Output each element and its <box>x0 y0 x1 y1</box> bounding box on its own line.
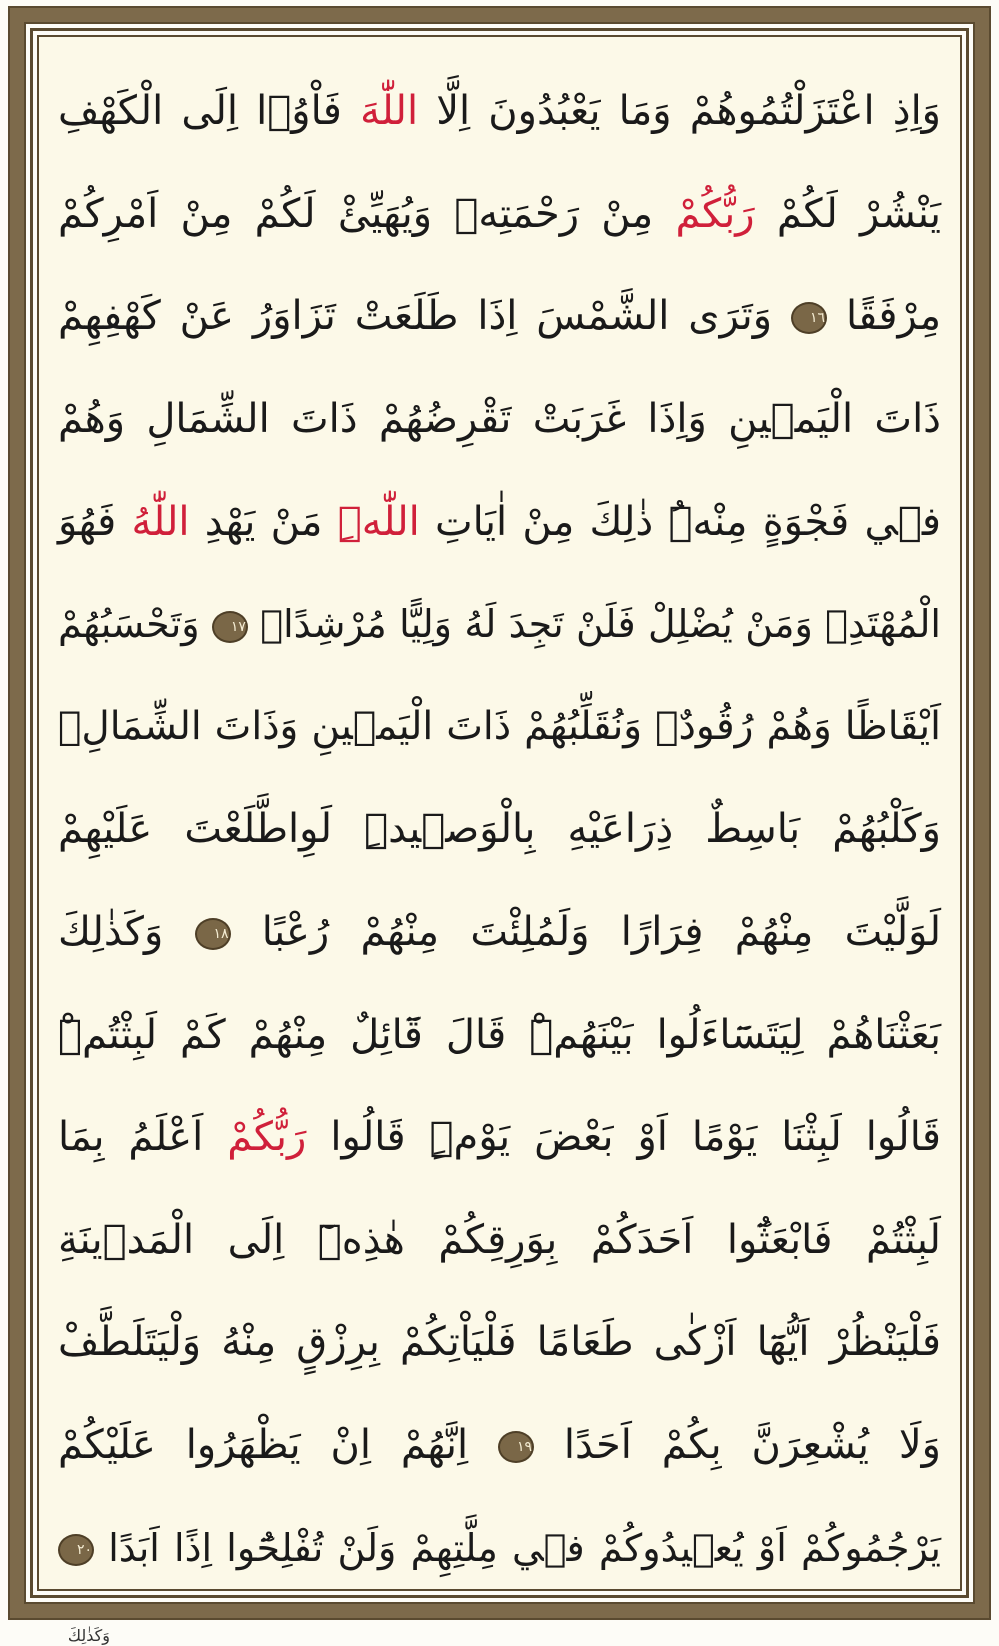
verse-line <box>58 265 941 368</box>
verse-text-segment: اَعْلَمُ بِمَا <box>58 1114 228 1161</box>
verse-line-text <box>58 1319 941 1365</box>
divine-name: اللّٰهِۜ <box>337 498 420 545</box>
ayah-number-marker: ١٨ <box>195 918 231 950</box>
verse-line-text <box>58 191 941 237</box>
verse-line-text <box>58 1114 941 1160</box>
verse-line <box>58 1189 941 1292</box>
verse-line-text <box>58 1217 941 1263</box>
verse-text-segment: وَتَرَى الشَّمْسَ اِذَا طَلَعَتْ تَزَاوَرُ عَنْ كَهْفِهِمْ <box>58 293 792 340</box>
verse-line-text <box>58 806 941 852</box>
verse-lines <box>58 60 941 1599</box>
verse-text-segment: الْمُهْتَدِۚ وَمَنْ يُضْلِلْ فَلَنْ تَجِدَ لَهُ وَلِيًّا مُرْشِدًا۟ <box>247 602 941 647</box>
verse-text-segment: فَاْوُۤا اِلَى الْكَهْفِ <box>58 88 361 135</box>
verse-text-segment: لَبِثْتُمْ فَابْعَثُٓوا اَحَدَكُمْ بِوَرِقِكُمْ هٰذِه۪ٓ اِلَى الْمَد۪ينَةِ <box>58 1216 941 1263</box>
verse-line <box>58 1086 941 1189</box>
ayah-number-marker: ١٦ <box>791 302 827 334</box>
verse-text-segment: وَكَذٰلِكَ <box>58 909 195 956</box>
verse-text-segment: يَنْشُرْ لَكُمْ <box>754 190 941 237</box>
verse-line <box>58 983 941 1086</box>
verse-line-text <box>58 602 941 646</box>
verse-text-segment: وَاِذِ اعْتَزَلْتُمُوهُمْ وَمَا يَعْبُدُونَ اِلَّا <box>418 88 941 135</box>
divine-name: رَبُّكُمْ <box>227 1114 307 1161</box>
verse-text-segment: فَلْيَنْظُرْ اَيُّهَٓا اَزْكٰى طَعَامًا فَلْيَاْتِكُمْ بِرِزْقٍ مِنْهُ وَلْيَتَلَطَّفْ <box>58 1319 941 1366</box>
verse-text-segment: قَالُوا لَبِثْنَا يَوْمًا اَوْ بَعْضَ يَوْمٍۜ قَالُوا <box>306 1114 942 1161</box>
catchword: وَكَذٰلِكَ <box>67 1626 110 1645</box>
verse-text-segment: يَرْجُمُوكُمْ اَوْ يُع۪يدُوكُمْ ف۪ي مِلَّتِهِمْ وَلَنْ تُفْلِحُٓوا اِذًا اَبَدًا <box>94 1525 941 1570</box>
verse-line <box>58 470 941 573</box>
verse-line <box>58 778 941 881</box>
verse-text-segment: ذَاتَ الْيَم۪ينِ وَاِذَا غَرَبَتْ تَقْرِضُهُمْ ذَاتَ الشِّمَالِ وَهُمْ <box>58 396 941 443</box>
verse-text-segment: بَعَثْنَاهُمْ لِيَتَسَٓاءَلُوا بَيْنَهُمْۜ قَالَ قَٓائِلٌ مِنْهُمْ كَمْ لَبِثْتُمْۜ <box>58 1011 941 1058</box>
verse-text-segment: وَلَا يُشْعِرَنَّ بِكُمْ اَحَدًا <box>534 1422 941 1469</box>
verse-line-text <box>58 1526 941 1570</box>
verse-line <box>58 1291 941 1394</box>
verse-line <box>58 1496 941 1599</box>
verse-text-segment: مِرْفَقًا <box>827 293 941 340</box>
verse-line <box>58 163 941 266</box>
verse-line-text <box>58 909 941 955</box>
verse-text-segment: وَتَحْسَبُهُمْ <box>58 602 212 647</box>
verse-line <box>58 881 941 984</box>
verse-line-text <box>58 396 941 442</box>
verse-line <box>58 573 941 676</box>
verse-line <box>58 1394 941 1497</box>
verse-line-text <box>58 704 941 749</box>
verse-text-segment: ف۪ي فَجْوَةٍ مِنْهُۜ ذٰلِكَ مِنْ اٰيَاتِ <box>419 498 942 545</box>
ayah-number-marker: ٢٠ <box>58 1534 94 1566</box>
verse-text-segment: مِنْ رَحْمَتِه۪ وَيُهَيِّئْ لَكُمْ مِنْ اَمْرِكُمْ <box>58 190 676 237</box>
verse-line <box>58 676 941 779</box>
verse-text-segment: وَكَلْبُهُمْ بَاسِطٌ ذِرَاعَيْهِ بِالْوَص۪يدِۜ لَوِاطَّلَعْتَ عَلَيْهِمْ <box>58 806 941 853</box>
verse-line-text <box>58 293 941 339</box>
verse-text-segment: لَوَلَّيْتَ مِنْهُمْ فِرَارًا وَلَمُلِئْتَ مِنْهُمْ رُعْبًا <box>230 909 942 956</box>
divine-name: رَبُّكُمْ <box>675 190 755 237</box>
verse-text-segment: اَيْقَاظًا وَهُمْ رُقُودٌۗ وَنُقَلِّبُهُمْ ذَاتَ الْيَم۪ينِ وَذَاتَ الشِّمَالِۗ <box>58 704 941 750</box>
verse-text-segment: مَنْ يَهْدِ <box>189 498 338 545</box>
ayah-number-marker: ١٩ <box>498 1431 534 1463</box>
verse-text-segment: فَهُوَ <box>58 498 132 545</box>
divine-name: اللّٰهَ <box>360 88 419 135</box>
divine-name: اللّٰهُ <box>131 498 190 545</box>
verse-line-text <box>58 499 941 545</box>
ayah-number-marker: ١٧ <box>212 611 248 643</box>
verse-line <box>58 60 941 163</box>
verse-line-text <box>58 1422 941 1468</box>
verse-line-text <box>58 88 941 134</box>
verse-line-text <box>58 1012 941 1058</box>
verse-line <box>58 368 941 471</box>
verse-text-segment: اِنَّهُمْ اِنْ يَظْهَرُوا عَلَيْكُمْ <box>58 1422 499 1469</box>
